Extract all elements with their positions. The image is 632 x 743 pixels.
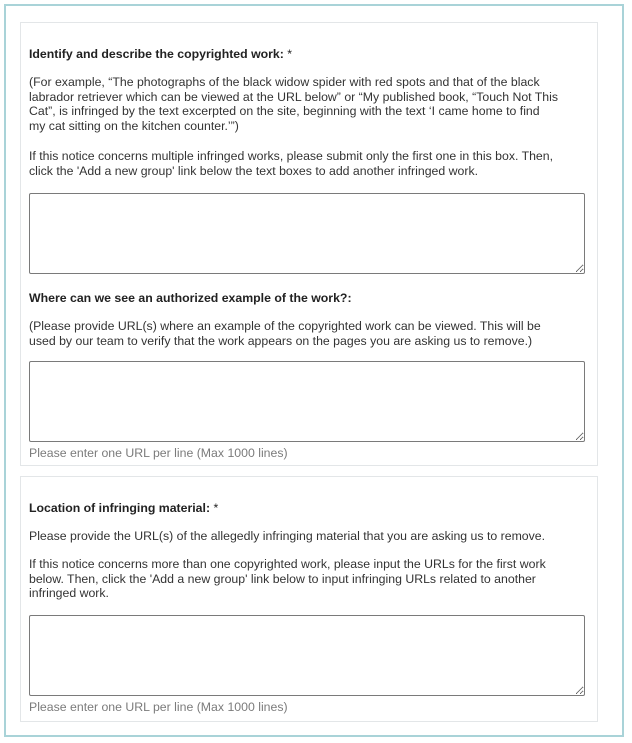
help-line: Please provide the URL(s) of the allegedly infringing material that you are asking us to remove.	[29, 529, 546, 543]
authorized-example-label: Where can we see an authorized example of the work?:	[29, 291, 352, 305]
help-line: (For example, “The photographs of the black widow spider with red spots and that of the black	[29, 75, 540, 89]
help-line: If this notice concerns more than one copyrighted work, please input the URLs for the first work	[29, 557, 546, 571]
copyrighted-work-label-text: Identify and describe the copyrighted work:	[29, 47, 284, 61]
help-line: infringed work.	[29, 586, 109, 600]
infringing-location-label	[29, 501, 218, 516]
copyrighted-work-label	[29, 47, 292, 62]
infringing-material-group	[20, 476, 598, 722]
copyrighted-work-example	[29, 75, 597, 133]
copyrighted-work-textarea[interactable]	[29, 193, 585, 274]
help-line: Cat”, is infringed by the text excerpted on the site, beginning with the text ‘I came home to find	[29, 104, 540, 118]
authorized-example-hint: Please enter one URL per line (Max 1000 lines)	[29, 446, 288, 460]
help-line: my cat sitting on the kitchen counter.’”)	[29, 118, 239, 133]
help-line: (Please provide URL(s) where an example of the copyrighted work can be viewed. This will be	[29, 319, 541, 333]
infringing-location-help	[29, 529, 597, 544]
required-mark: *	[213, 501, 219, 515]
infringing-location-multiple-note	[29, 557, 597, 601]
copyrighted-work-multiple-note	[29, 149, 597, 178]
required-mark: *	[287, 47, 293, 61]
infringing-location-textarea[interactable]	[29, 615, 585, 696]
authorized-example-help	[29, 319, 597, 348]
help-line: labrador retriever which can be viewed at the URL below” or “My published book, “Touch Not This	[29, 89, 559, 104]
authorized-example-textarea[interactable]	[29, 361, 585, 442]
infringing-location-hint: Please enter one URL per line (Max 1000 lines)	[29, 700, 288, 714]
infringed-work-group	[20, 22, 598, 466]
form-frame	[4, 4, 624, 737]
help-line: click the 'Add a new group' link below the text boxes to add another infringed work.	[29, 163, 479, 178]
infringing-location-label-text: Location of infringing material:	[29, 501, 211, 515]
help-line: below. Then, click the 'Add a new group' link below to input infringing URLs related to another	[29, 571, 536, 586]
help-line: If this notice concerns multiple infringed works, please submit only the first one in this box. Then,	[29, 149, 554, 163]
help-line: used by our team to verify that the work appears on the pages you are asking us to remove.)	[29, 333, 533, 348]
